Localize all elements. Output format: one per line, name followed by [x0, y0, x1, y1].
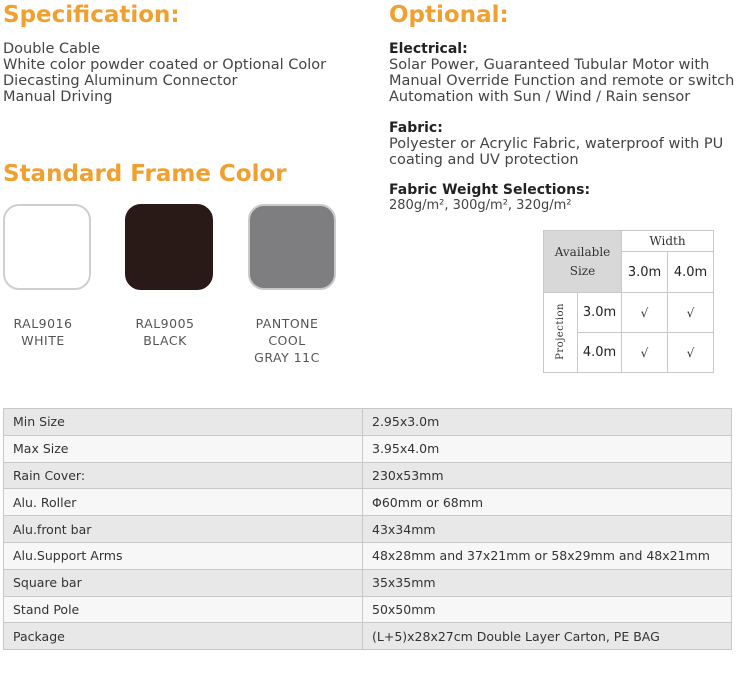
- electrical-line: Automation with Sun / Wind / Rain sensor: [389, 89, 691, 105]
- table-row: Alu. Roller Φ60mm or 68mm: [4, 489, 732, 516]
- swatch-label-black: RAL9005 BLACK: [135, 316, 195, 348]
- projection-value: 3.0m: [578, 293, 622, 333]
- spec-line: Manual Driving: [3, 89, 113, 105]
- specification-title: Specification:: [3, 2, 180, 28]
- spec-line: White color powder coated or Optional Color: [3, 57, 327, 73]
- check-cell: √: [668, 333, 714, 373]
- specification-list: [3, 41, 326, 105]
- swatch-cool-gray: [248, 204, 336, 290]
- table-row: Alu.Support Arms 48x28mm and 37x21mm or 58x29mm and 48x21mm: [4, 542, 732, 569]
- fabric-line: coating and UV protection: [389, 152, 579, 168]
- swatch-label-gray: PANTONE COOL GRAY 11C: [254, 316, 320, 365]
- projection-value: 4.0m: [578, 333, 622, 373]
- check-cell: √: [622, 333, 668, 373]
- frame-color-title: Standard Frame Color: [3, 161, 287, 187]
- fabric-label: Fabric:: [389, 120, 443, 136]
- table-row: Package (L+5)x28x27cm Double Layer Carton, PE BAG: [4, 623, 732, 650]
- table-row: Stand Pole 50x50mm: [4, 596, 732, 623]
- check-cell: √: [668, 293, 714, 333]
- width-value: 4.0m: [668, 252, 714, 293]
- table-row: Rain Cover: 230x53mm: [4, 462, 732, 489]
- spec-line: Double Cable: [3, 41, 101, 57]
- table-row: Alu.front bar 43x34mm: [4, 516, 732, 543]
- optional-title: Optional:: [389, 2, 509, 28]
- electrical-section: [389, 41, 749, 105]
- projection-header: Projection: [544, 293, 578, 373]
- width-header: Width: [622, 231, 714, 252]
- fabric-weight-value: 280g/m², 300g/m², 320g/m²: [389, 198, 572, 213]
- table-row: Max Size 3.95x4.0m: [4, 435, 732, 462]
- table-row: Min Size 2.95x3.0m: [4, 409, 732, 436]
- fabric-weight-section: [389, 182, 749, 214]
- fabric-section: [389, 120, 749, 168]
- check-cell: √: [622, 293, 668, 333]
- swatch-white: [3, 204, 91, 290]
- table-row: Square bar 35x35mm: [4, 569, 732, 596]
- spec-line: Diecasting Aluminum Connector: [3, 73, 238, 89]
- electrical-line: Solar Power, Guaranteed Tubular Motor with: [389, 57, 710, 73]
- fabric-weight-label: Fabric Weight Selections:: [389, 182, 591, 198]
- fabric-line: Polyester or Acrylic Fabric, waterproof with PU: [389, 136, 724, 152]
- swatch-black: [125, 204, 213, 290]
- spec-details-table: [3, 408, 732, 650]
- available-size-cell: Available Size: [544, 231, 622, 293]
- swatch-label-white: RAL9016 WHITE: [13, 316, 73, 348]
- width-value: 3.0m: [622, 252, 668, 293]
- electrical-line: Manual Override Function and remote or switch: [389, 73, 735, 89]
- size-availability-table: [543, 230, 714, 373]
- electrical-label: Electrical:: [389, 41, 468, 57]
